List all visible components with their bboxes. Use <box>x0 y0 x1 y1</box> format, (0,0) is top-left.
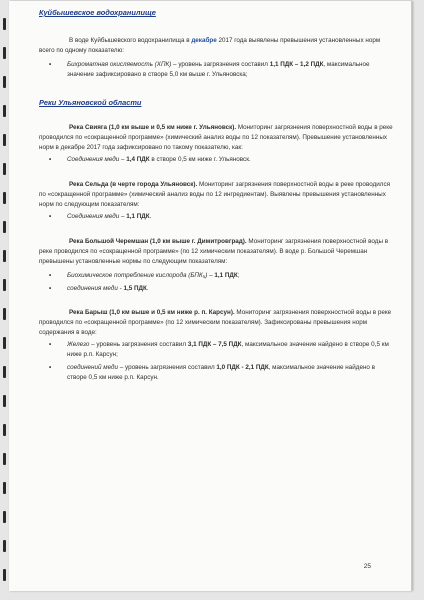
selda-bullet-copper: • Соединения меди – 1,1 ПДК. <box>49 213 152 220</box>
page-content <box>39 8 393 383</box>
barysh-bullet-iron: • Железо – уровень загрязнения составил 3,1 ПДК – 7,5 ПДК, максимальное значение найдено в створе 0,5 км ниже р.п. Карсун; <box>49 341 389 358</box>
page-number: 25 <box>363 563 371 570</box>
barysh-bullet-copper: • соединений меди – уровень загрязнения составил 1,0 ПДК - 2,1 ПДК, максимальное значение найдено в створе 0,5 км ниже р.п. Карсун. <box>49 364 376 381</box>
binder-edge <box>0 0 9 600</box>
cheremshan-bullet-bod: • Биохимическое потребление кислорода (БПК₅) – 1,1 ПДК; <box>49 272 240 279</box>
document-page <box>9 1 412 591</box>
kuibyshev-bullet-cod: • Бихроматная окисляемость (ХПК) – уровень загрязнения составил 1,1 ПДК – 1,2 ПДК, максимальное значение зафиксировано в створе 5,0 км выше г. Ульяновска; <box>49 61 370 78</box>
selda-paragraph: Река Сельда (в черте города Ульяновск). Мониторинг загрязнения поверхностной воды в реке проводился по «сокращенной программе» (химический анализ воды по 12 ингредиентам). Выявлены превышения установленных норм по следующим показателям: <box>39 181 390 208</box>
barysh-paragraph: Река Барыш (1,0 км выше и 0,5 км ниже р. п. Карсун). Мониторинг загрязнения поверхностной воды в реке проводился по «сокращенной программе» (по 12 химическим показателям). Зафиксированы превышения норм содержания в воде: <box>39 309 392 336</box>
section-title-kuibyshev: Куйбышевское водохранилище <box>39 8 156 17</box>
kuibyshev-paragraph: В воде Куйбышевского водохранилища в декабре 2017 года выявлены превышения установленных норм всего по одному показателю: <box>39 37 381 54</box>
cheremshan-bullet-copper: • соединения меди - 1,5 ПДК. <box>49 285 149 292</box>
cheremshan-paragraph: Река Большой Черемшан (1,0 км выше г. Димитровград). Мониторинг загрязнения поверхностной воды в реке проводился по «сокращенной программе» (по 12 химическим показателям). В воде р. Большой Черемшан превышены установленные нормы по следующим показателям: <box>39 238 389 265</box>
sviyaga-paragraph: Река Свияга (1,0 км выше и 0,5 км ниже г. Ульяновск). Мониторинг загрязнения поверхностной воды в реке проводился по «сокращенной программе» (химический анализ воды по 12 показателям). Превышение установленных норм в декабре 2017 года зафиксировано по такому показателю, как: <box>39 124 393 151</box>
month-highlight: декабре <box>191 37 217 44</box>
sviyaga-bullet-copper: • Соединения меди – 1,4 ПДК в створе 0,5 км ниже г. Ульяновск. <box>49 156 251 163</box>
section-title-rivers: Реки Ульяновской области <box>39 98 142 107</box>
